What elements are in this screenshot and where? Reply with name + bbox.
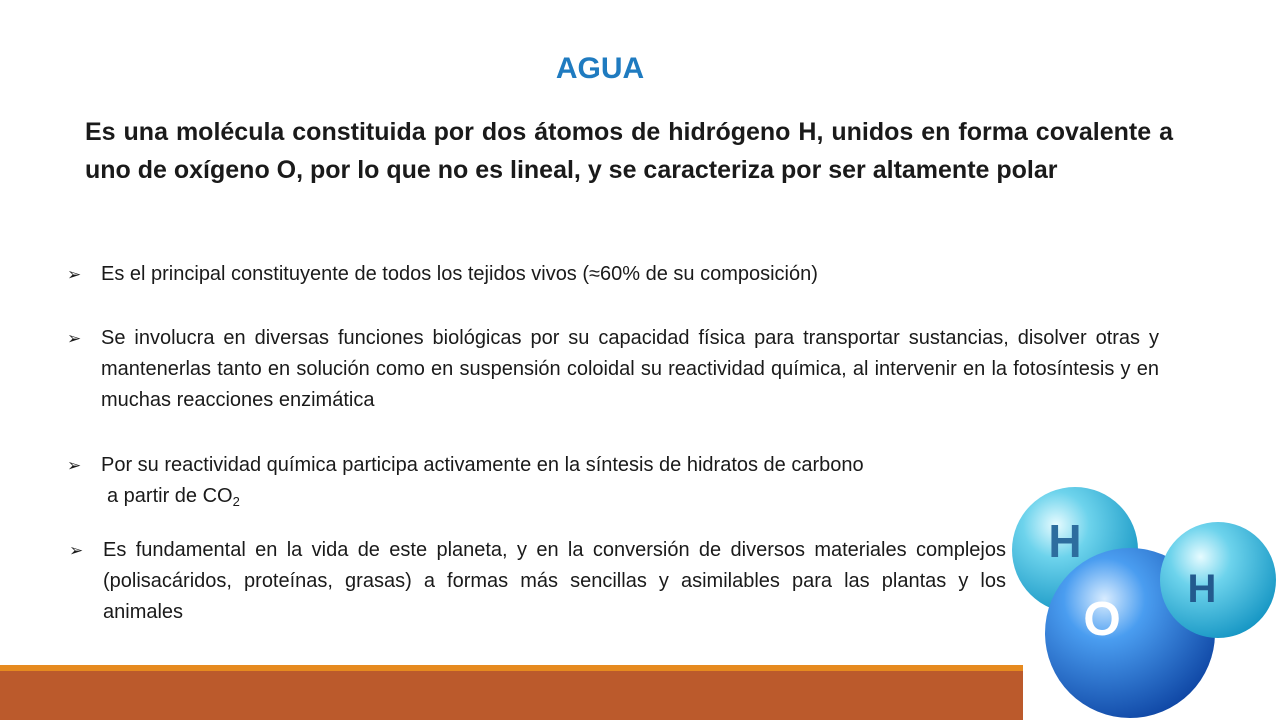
atom-label-h1: H — [1048, 515, 1082, 567]
slide-title: AGUA — [555, 52, 645, 85]
bullet-text: Es el principal constituyente de todos los tejidos vivos (≈60% de su composición) — [101, 263, 818, 285]
bullet-continuation-text: a partir de CO — [107, 485, 233, 507]
bullet-text: Es fundamental en la vida de este planeta, y en la conversión de diversos materiales complejos (polisacáridos, proteínas, grasas) a formas más sencillas y asimilables para las plantas y los animales — [103, 539, 1006, 623]
subscript-2: 2 — [232, 494, 240, 509]
arrow-bullet-icon: ➢ — [67, 265, 82, 284]
bullet-text: Por su reactividad química participa activamente en la síntesis de hidratos de carbono — [101, 454, 864, 476]
water-molecule-icon — [1010, 485, 1280, 720]
bullet-item-1 — [67, 259, 1161, 290]
bullet-item-2 — [67, 323, 1159, 416]
bullet-text: Se involucra en diversas funciones biológicas por su capacidad física para transportar sustancias, disolver otras y mantenerlas tanto en solución como en suspensión coloidal su reactividad química, al intervenir en la fotosíntesis y en muchas reacciones enzimática — [101, 327, 1159, 411]
arrow-bullet-icon: ➢ — [67, 329, 82, 348]
arrow-bullet-icon: ➢ — [67, 456, 82, 475]
atom-label-o: O — [1083, 593, 1121, 646]
bullet-item-4 — [69, 535, 1006, 628]
hydrogen-atom-right — [1160, 522, 1276, 638]
bullet-continuation — [101, 481, 1041, 517]
footer-band-rust — [0, 671, 1023, 720]
arrow-bullet-icon: ➢ — [69, 541, 84, 560]
bullet-item-3 — [67, 450, 1041, 517]
intro-paragraph: Es una molécula constituida por dos átomos de hidrógeno H, unidos en forma covalente a uno de oxígeno O, por lo que no es lineal, y se caracteriza por ser altamente polar — [85, 118, 1173, 184]
atom-label-h2: H — [1187, 567, 1217, 611]
